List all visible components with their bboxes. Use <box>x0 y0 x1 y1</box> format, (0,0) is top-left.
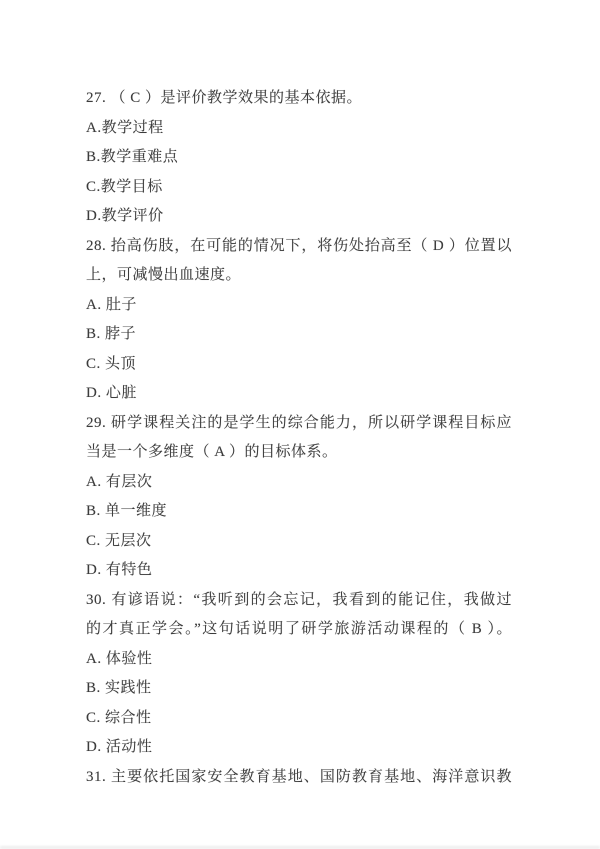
question-27-text: 27. （ C ）是评价教学效果的基本依据。 <box>86 90 363 106</box>
question-30-option-c: C. 综合性 <box>86 709 152 726</box>
question-29-option-b: B. 单一维度 <box>86 503 168 519</box>
question-30-text-line-1: 30. 有谚语说：“我听到的会忘记，我看到的能记住，我做过 <box>86 591 512 608</box>
question-29-option-a: A. 有层次 <box>86 473 153 490</box>
question-28-option-b: B. 脖子 <box>86 326 137 342</box>
question-27-option-a: A.教学过程 <box>86 119 164 136</box>
question-29-option-c: C. 无层次 <box>86 532 152 549</box>
question-27-option-d: D.教学评价 <box>86 208 164 224</box>
question-29-text-line-2: 当是一个多维度（ A ）的目标体系。 <box>86 444 338 460</box>
question-30-option-a: A. 体验性 <box>86 650 153 667</box>
question-28-option-d: D. 心脏 <box>86 385 137 401</box>
question-28-text-line-1: 28. 抬高伤肢，在可能的情况下，将伤处抬高至（ D ）位置以 <box>86 237 512 254</box>
question-27-option-c: C.教学目标 <box>86 178 163 195</box>
question-27-option-b: B.教学重难点 <box>86 149 179 165</box>
question-30-option-d: D. 活动性 <box>86 739 153 755</box>
question-28-option-c: C. 头顶 <box>86 355 137 372</box>
question-30-text-line-2: 的才真正学会。”这句话说明了研学旅游活动课程的（ B ）。 <box>86 621 512 637</box>
question-30-option-b: B. 实践性 <box>86 680 152 696</box>
question-31-text-line-1: 31. 主要依托国家安全教育基地、国防教育基地、海洋意识教 <box>86 768 512 785</box>
question-28-text-line-2: 上，可减慢出血速度。 <box>86 267 242 283</box>
question-28-option-a: A. 肚子 <box>86 296 137 313</box>
question-29-option-d: D. 有特色 <box>86 562 153 578</box>
question-list <box>86 84 512 792</box>
question-29-text-line-1: 29. 研学课程关注的是学生的综合能力，所以研学课程目标应 <box>86 414 512 431</box>
